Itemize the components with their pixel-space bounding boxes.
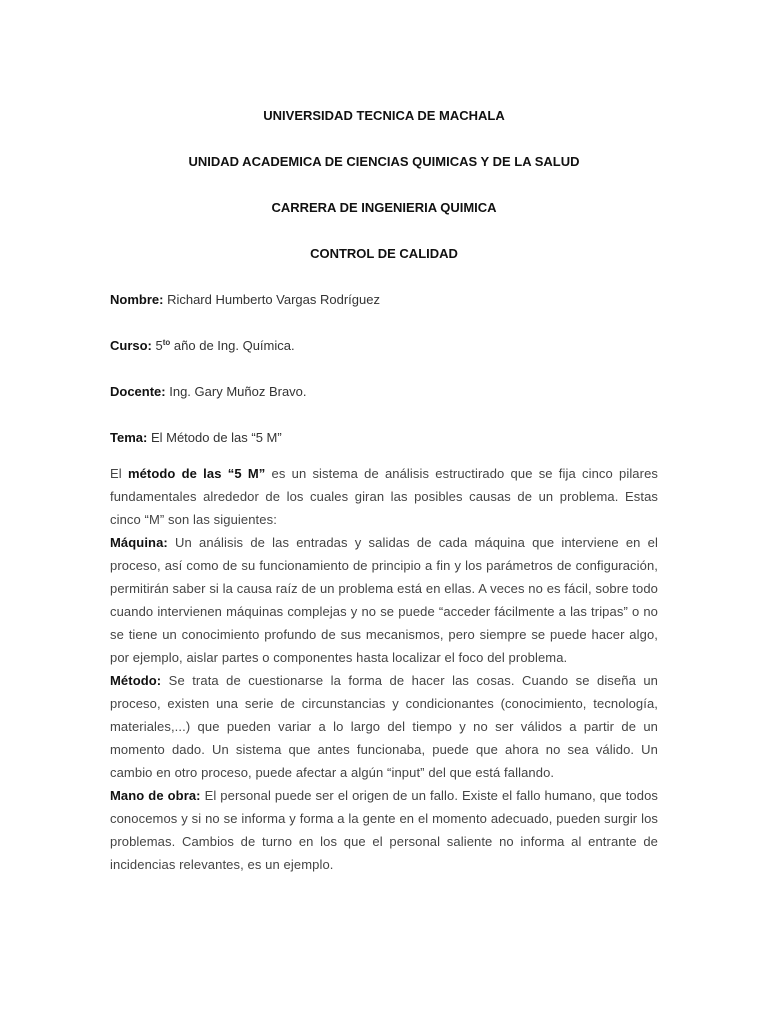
maquina-label: Máquina: — [110, 535, 168, 550]
nombre-field — [110, 292, 660, 308]
curso-label: Curso: — [110, 338, 152, 353]
intro-pre: El — [110, 466, 128, 481]
metodo-paragraph — [110, 669, 658, 784]
docente-field — [110, 384, 660, 400]
intro-bold: método de las “5 M” — [127, 466, 266, 481]
nombre-value: Richard Humberto Vargas Rodríguez — [163, 292, 380, 307]
curso-superscript: to — [162, 338, 171, 347]
mano-de-obra-label: Mano de obra: — [110, 788, 201, 803]
curso-field — [110, 338, 660, 354]
docente-value: Ing. Gary Muñoz Bravo. — [165, 384, 307, 399]
nombre-label: Nombre: — [110, 292, 164, 307]
maquina-paragraph — [110, 531, 658, 669]
curso-value-post: año de Ing. Química. — [170, 338, 295, 353]
metodo-label: Método: — [110, 673, 162, 688]
tema-field — [110, 430, 660, 446]
university-heading: UNIVERSIDAD TECNICA DE MACHALA — [263, 108, 505, 123]
unit-heading: UNIDAD ACADEMICA DE CIENCIAS QUIMICAS Y DE LA SALUD — [188, 154, 580, 169]
tema-value: El Método de las “5 M” — [147, 430, 282, 445]
maquina-text: Un análisis de las entradas y salidas de cada máquina que interviene en el proceso, así como de su funcionamiento de principio a fin y los parámetros de configuración, permitirán saber si la causa raíz de un problema está en ellas. A veces no es fácil, sobre todo cuando intervienen máquinas complejas y no se puede “acceder fácilmente a las tripas” o no se tiene un conocimiento profundo de sus mecanismos, pero siempre se puede hacer algo, por ejemplo, aislar partes o componentes hasta localizar el foco del problema. — [110, 535, 658, 665]
career-heading: CARRERA DE INGENIERIA QUIMICA — [271, 200, 497, 215]
curso-value-pre: 5 — [151, 338, 163, 353]
docente-label: Docente: — [110, 384, 166, 399]
mano-de-obra-text: El personal puede ser el origen de un fallo. Existe el fallo humano, que todos conocemos y si no se informa y forma a la gente en el momento adecuado, pueden surgir los problemas. Cambios de turno en los que el personal saliente no informa al entrante de incidencias relevantes, es un ejemplo. — [110, 788, 659, 872]
mano-de-obra-paragraph — [110, 784, 658, 876]
body-text — [110, 462, 658, 876]
subject-heading: CONTROL DE CALIDAD — [310, 246, 458, 261]
tema-label: Tema: — [110, 430, 148, 445]
metodo-text: Se trata de cuestionarse la forma de hacer las cosas. Cuando se diseña un proceso, existen una serie de circunstancias y condicionantes (conocimiento, tecnología, materiales,...) que pueden variar a lo largo del tiempo y no ser válidos a partir de un momento dado. Un sistema que antes funcionaba, puede que ahora no sea válido. Un cambio en otro proceso, puede afectar a algún “input” del que está fallando. — [110, 673, 658, 780]
intro-post: es un sistema de análisis estructirado que se fija cinco pilares fundamentales alrededor de los cuales giran las posibles causas de un problema. Estas cinco “M” son las siguientes: — [110, 466, 659, 527]
intro-paragraph — [110, 462, 658, 531]
